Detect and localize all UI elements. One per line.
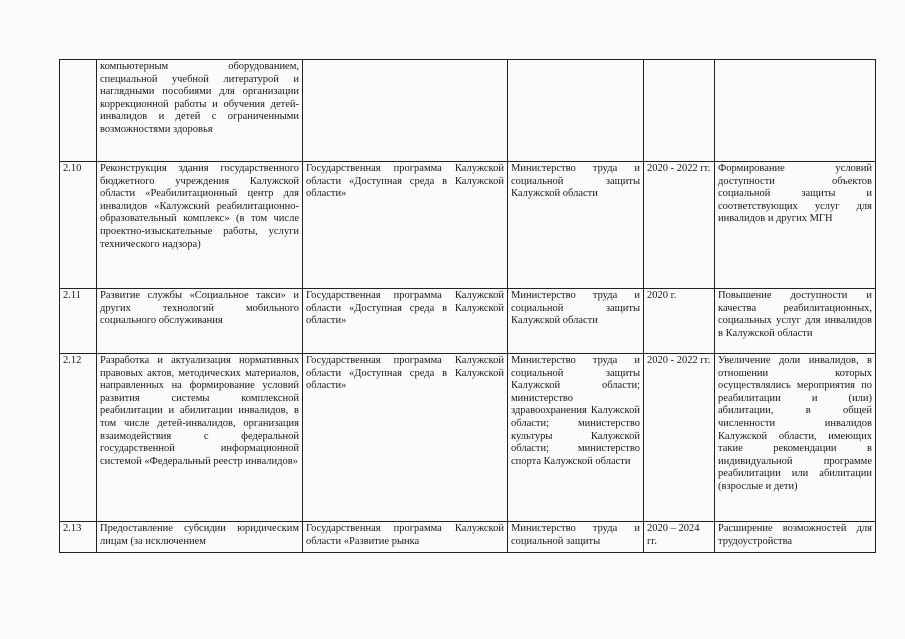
period-cell: 2020 – 2024 гг. <box>644 522 715 553</box>
row-number <box>60 60 97 162</box>
result-cell: Формирование условий доступности объектов социальной защиты и соответствующих услуг для инвалидов и других МГН <box>715 162 876 289</box>
program-cell: Государственная программа Калужской области «Доступная среда в Калужской области» <box>303 162 508 289</box>
table-row <box>60 522 876 553</box>
measure-cell: Предоставление субсидии юридическим лицам (за исключением <box>97 522 303 553</box>
table-row <box>60 289 876 354</box>
period-cell: 2020 г. <box>644 289 715 354</box>
measure-cell: Разработка и актуализация нормативных правовых актов, методических материалов, направленных на формирование условий развития системы комплексной реабилитации и абилитации инвалидов, в том числе детей-инвалидов, организация взаимодействия с федеральной государственной информационной системой «Федеральный реестр инвалидов» <box>97 354 303 522</box>
measures-table <box>59 59 876 553</box>
row-number: 2.12 <box>60 354 97 522</box>
table-row <box>60 60 876 162</box>
measure-cell: Реконструкция здания государственного бюджетного учреждения Калужской области «Реабилитационный центр для инвалидов «Калужский реабилитационно-образовательный комплекс» (в том числе проектно-изыскательные работы, услуги технического надзора) <box>97 162 303 289</box>
row-number: 2.11 <box>60 289 97 354</box>
period-cell: 2020 - 2022 гг. <box>644 354 715 522</box>
executor-cell: Министерство труда и социальной защиты <box>508 522 644 553</box>
program-cell: Государственная программа Калужской области «Доступная среда в Калужской области» <box>303 289 508 354</box>
result-cell: Увеличение доли инвалидов, в отношении которых осуществлялись мероприятия по реабилитации и (или) абилитации, в общей численности инвалидов Калужской области, имеющих такие рекомендации в индивидуальной программе реабилитации или абилитации (взрослые и дети) <box>715 354 876 522</box>
table-row <box>60 162 876 289</box>
row-number: 2.10 <box>60 162 97 289</box>
period-cell <box>644 60 715 162</box>
executor-cell <box>508 60 644 162</box>
executor-cell: Министерство труда и социальной защиты Калужской области; министерство здравоохранения Калужской области; министерство культуры Калужской области; министерство спорта Калужской области <box>508 354 644 522</box>
executor-cell: Министерство труда и социальной защиты Калужской области <box>508 162 644 289</box>
executor-cell: Министерство труда и социальной защиты Калужской области <box>508 289 644 354</box>
result-cell: Расширение возможностей для трудоустройства <box>715 522 876 553</box>
table-row <box>60 354 876 522</box>
result-cell: Повышение доступности и качества реабилитационных, социальных услуг для инвалидов в Калужской области <box>715 289 876 354</box>
measure-cell: Развитие службы «Социальное такси» и других технологий мобильного социального обслуживания <box>97 289 303 354</box>
program-cell: Государственная программа Калужской области «Доступная среда в Калужской области» <box>303 354 508 522</box>
row-number: 2.13 <box>60 522 97 553</box>
program-cell: Государственная программа Калужской области «Развитие рынка <box>303 522 508 553</box>
program-cell <box>303 60 508 162</box>
period-cell: 2020 - 2022 гг. <box>644 162 715 289</box>
result-cell <box>715 60 876 162</box>
measure-cell: компьютерным оборудованием, специальной учебной литературой и наглядными пособиями для организации коррекционной работы и обучения детей-инвалидов и детей с ограниченными возможностями здоровья <box>97 60 303 162</box>
